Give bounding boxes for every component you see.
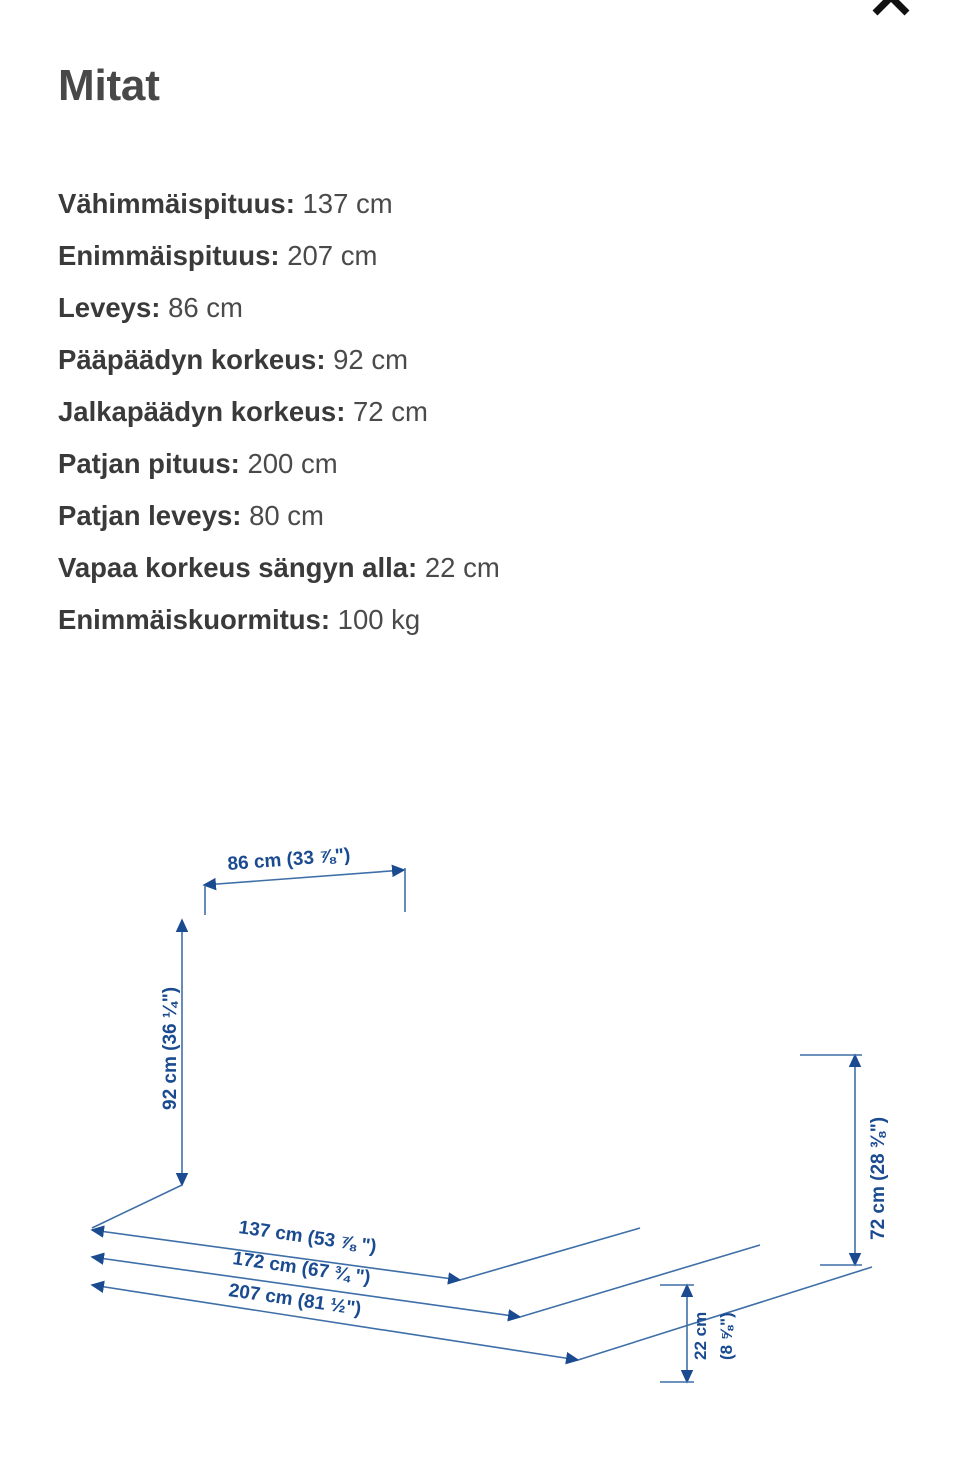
spec-row <box>58 230 778 282</box>
dim-label-foot-height: 72 cm (28 ⅜") <box>868 1116 889 1240</box>
dim-label-length-min: 137 cm (53 ⅞ ") <box>237 1217 378 1258</box>
spec-value: 207 cm <box>287 240 378 271</box>
spec-label: Jalkapäädyn korkeus: <box>58 396 346 427</box>
dimensions-spec-list <box>58 178 778 646</box>
spec-label: Enimmäispituus: <box>58 240 280 271</box>
spec-label: Enimmäiskuormitus: <box>58 604 331 635</box>
spec-value: 137 cm <box>302 188 393 219</box>
spec-row <box>58 282 778 334</box>
spec-row <box>58 594 778 646</box>
spec-label: Leveys: <box>58 292 161 323</box>
spec-row <box>58 334 778 386</box>
spec-row <box>58 438 778 490</box>
spec-row <box>58 542 778 594</box>
spec-label: Patjan leveys: <box>58 500 242 531</box>
dim-label-length-max: 207 cm (81 ½") <box>227 1280 363 1321</box>
spec-value: 72 cm <box>353 396 428 427</box>
page-title: Mitat <box>58 61 160 110</box>
close-icon <box>868 0 914 20</box>
dim-label-clearance-cm: 22 cm <box>691 1311 710 1360</box>
dim-label-head-height: 92 cm (36 ¼") <box>160 986 181 1110</box>
dimension-labels <box>160 845 889 1360</box>
bed-dimension-drawing <box>0 820 960 1440</box>
spec-value: 22 cm <box>424 552 500 583</box>
spec-label: Pääpäädyn korkeus: <box>58 344 326 375</box>
spec-value: 92 cm <box>333 344 409 375</box>
spec-row <box>58 490 778 542</box>
dim-label-length-mid: 172 cm (67 ¾ ") <box>231 1248 372 1289</box>
spec-value: 200 cm <box>247 448 338 479</box>
spec-value: 86 cm <box>168 292 243 323</box>
bed-drawing-svg <box>0 820 960 1440</box>
spec-row <box>58 178 778 230</box>
close-button[interactable] <box>868 0 914 20</box>
spec-row <box>58 386 778 438</box>
spec-value: 80 cm <box>249 500 324 531</box>
spec-label: Patjan pituus: <box>58 448 240 479</box>
spec-label: Vähimmäispituus: <box>58 188 295 219</box>
dimension-lines <box>92 868 872 1382</box>
spec-label: Vapaa korkeus sängyn alla: <box>58 552 418 583</box>
dim-label-clearance-in: (8 ⅝") <box>717 1312 736 1360</box>
spec-value: 100 kg <box>337 604 421 635</box>
dim-label-width-top: 86 cm (33 ⅞") <box>226 844 352 875</box>
